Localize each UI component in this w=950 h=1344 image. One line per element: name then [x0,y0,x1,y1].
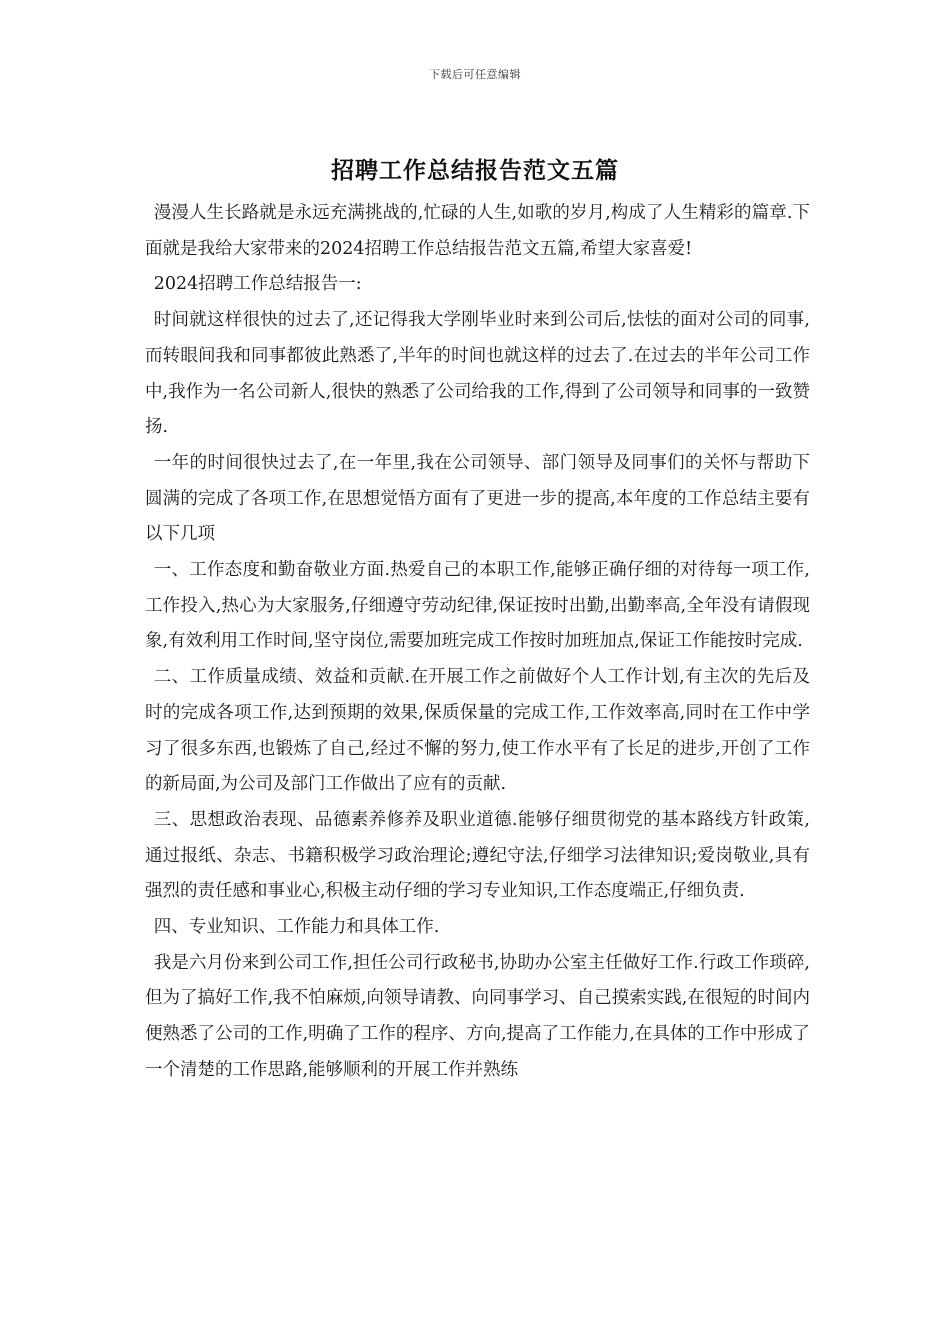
paragraph-year-overview: 一年的时间很快过去了,在一年里,我在公司领导、部门领导及同事们的关怀与帮助下圆满的完成了各项工作,在思想觉悟方面有了更进一步的提高,本年度的工作总结主要有以下几项 [145,452,810,545]
paragraph-section-three: 三、思想政治表现、品德素养修养及职业道德.能够仔细贯彻党的基本路线方针政策,通过报纸、杂志、书籍积极学习政治理论;遵纪守法,仔细学习法律知识;爱岗敬业,具有强烈的责任感和事业心,积极主动仔细的学习专业知识,工作态度端正,仔细负责. [145,809,810,902]
paragraph-section-one: 一、工作态度和勤奋敬业方面.热爱自己的本职工作,能够正确仔细的对待每一项工作,工作投入,热心为大家服务,仔细遵守劳动纪律,保证按时出勤,出勤率高,全年没有请假现象,有效利用工作时间,坚守岗位,需要加班完成工作按时加班加点,保证工作能按时完成. [145,560,810,652]
paragraph-first-half-year: 时间就这样很快的过去了,还记得我大学刚毕业时来到公司后,怯怯的面对公司的同事,而转眼间我和同事都彼此熟悉了,半年的时间也就这样的过去了.在过去的半年公司工作中,我作为一名公司新人,很快的熟悉了公司给我的工作,得到了公司领导和同事的一致赞扬. [145,310,810,438]
page-header-note: 下载后可任意编辑 [429,68,521,81]
document-body [145,196,810,1089]
paragraph-intro: 漫漫人生长路就是永远充满挑战的,忙碌的人生,如歌的岁月,构成了人生精彩的篇章.下面就是我给大家带来的2024招聘工作总结报告范文五篇,希望大家喜爱! [145,203,810,259]
document-title: 招聘工作总结报告范文五篇 [331,157,619,184]
paragraph-section-four-body: 我是六月份来到公司工作,担任公司行政秘书,协助办公室主任做好工作.行政工作琐碎,但为了搞好工作,我不怕麻烦,向领导请教、向同事学习、自己摸索实践,在很短的时间内便熟悉了公司的工作,明确了工作的程序、方向,提高了工作能力,在具体的工作中形成了一个清楚的工作思路,能够顺利的开展工作并熟练 [145,952,810,1080]
paragraph-section-two: 二、工作质量成绩、效益和贡献.在开展工作之前做好个人工作计划,有主次的先后及时的完成各项工作,达到预期的效果,保质保量的完成工作,工作效率高,同时在工作中学习了很多东西,也锻炼了自己,经过不懈的努力,使工作水平有了长足的进步,开创了工作的新局面,为公司及部门工作做出了应有的贡献. [145,667,810,795]
paragraph-section-four-heading: 四、专业知识、工作能力和具体工作. [153,917,440,938]
paragraph-report-one-heading: 2024招聘工作总结报告一: [153,274,362,295]
